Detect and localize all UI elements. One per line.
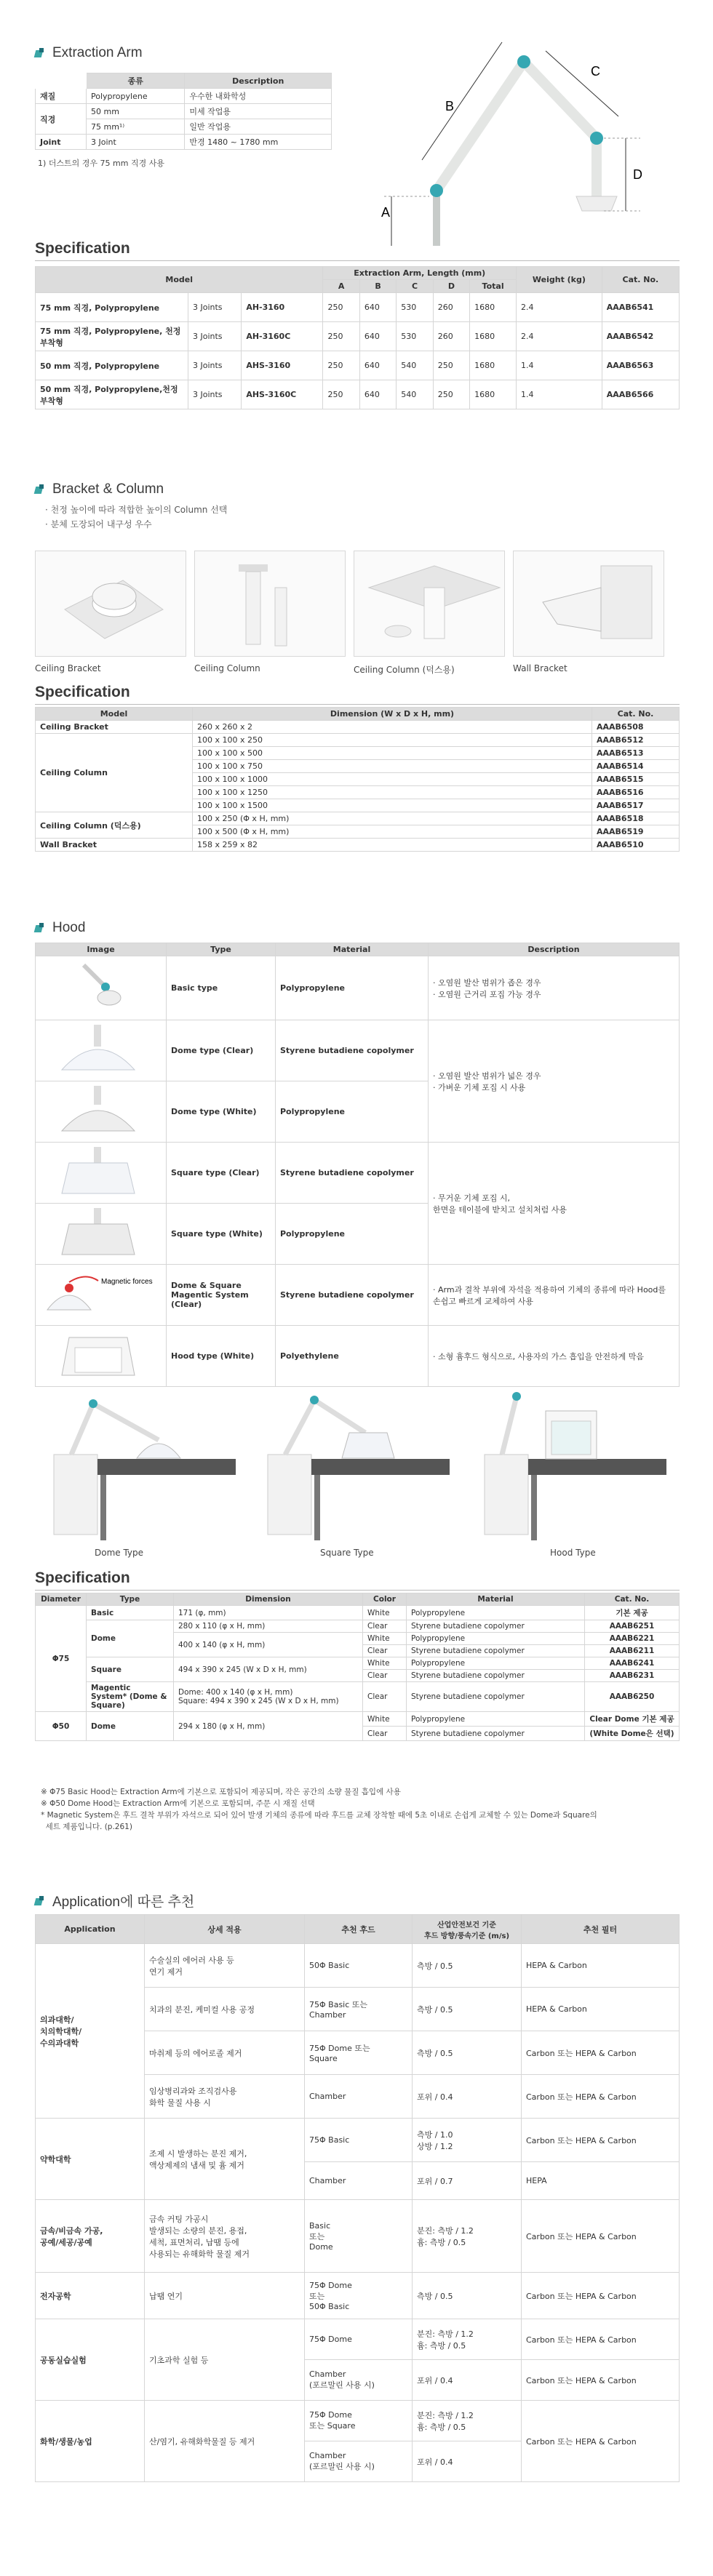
spec3-table: Diameter Type Dimension Color Material Cat. No. Φ75 Basic 171 (φ, mm) White Polypropylene 기본 제공 Dome 280 x 110 (φ x H, mm) Clear Styrene butadiene copolymer AAAB6251 400 x 140 (φ x H, mm) White Polypropylene AAAB6221 Clear Styrene butadiene copolymer AAAB6211 Square 494 x 390 x 245 (W x D x H, mm) White Polypropylene AAAB6241 Clear Styrene butadiene copolymer AAAB6231 Magentic System* (Dome & Square) Dome: 400 x 140 (φ x H, mm) Square: 494 x 390 x 245 (W x D x H, mm) Clear Styrene butadiene copolymer AAAB6250 Φ50 Dome 294 x 180 (φ x H, mm) White Polypropylene Clear Dome 기본 제공 Clear Styrene butadiene copolymer (White Dome은 선택) [35,1593,680,1741]
magnetic-system-image [36,1265,167,1326]
caption-ceiling-column-duct: Ceiling Column (덕스용) [354,665,455,675]
hood-type-photo [480,1389,668,1542]
dim-line-b [422,42,502,160]
arm-footnote: 1) 더스트의 경우 75 mm 직경 사용 [38,159,164,168]
bracket-bullet: · 분체 도장되어 내구성 우수 [45,519,152,529]
basic-hood-image [36,956,167,1020]
arm-segment-c [524,62,597,138]
dome-clear-image [36,1020,167,1081]
section-title-bracket: Bracket & Column [35,481,164,497]
magnetic-label: Magnetic forces [101,1278,153,1286]
bracket-bullet: · 천정 높이에 따라 적합한 높이의 Column 선택 [45,505,228,515]
spec1-row: 50 mm 직경, Polypropylene,천정부착형 3 Joints AHS-3160C 250 640 540 250 1680 1.4 AAAB6566 [36,380,680,409]
dim-label-c: C [591,64,600,79]
section-title-hood: Hood [35,920,85,936]
spec3-note: 세트 제품입니다. (p.261) [41,1823,132,1831]
section-icon [35,923,45,933]
caption-ceiling-bracket: Ceiling Bracket [35,663,101,673]
dome-type-photo [49,1389,237,1542]
spec1-row: 50 mm 직경, Polypropylene 3 Joints AHS-3160 250 640 540 250 1680 1.4 AAAB6563 [36,351,680,380]
section-icon [35,48,45,58]
spec1-row: 75 mm 직경, Polypropylene, 천정부착형 3 Joints AH-3160C 250 640 530 260 1680 2.4 AAAB6542 [36,322,680,351]
spec3-note: * Magnetic System은 후드 결착 부위가 자석으로 되어 있어 발생 기체의 종류에 따라 후드를 교체 장착할 때에 5초 이내로 손쉽게 교체할 수 있는 Dome과 Square의 [41,1811,597,1820]
section-icon [35,1896,45,1906]
caption-wall-bracket: Wall Bracket [513,663,567,673]
joint-3 [590,132,603,145]
caption-ceiling-column: Ceiling Column [194,663,260,673]
dim-label-d: D [633,167,642,182]
section-icon [35,484,45,495]
spec1-table: Model Extraction Arm, Length (mm) Weight (kg) Cat. No. A B C D Total 75 mm 직경, Polypropylene 3 Joints AH-3160 250 640 530 260 1680 2.4 AAAB6541 75 mm 직경, Polypropylene, 천정부착형 3 Joints AH-3160C 250 640 530 260 1680 2.4 AAAB6542 50 mm 직경, Polypropylene 3 Joints AHS-3160 250 640 540 250 1680 1.4 AAAB6563 50 mm 직경, Polypropylene,천정부착형 3 Joints AHS-3160C 250 640 540 250 1680 1.4 AAAB6566 [35,266,680,409]
spec1-title: Specification [35,240,130,257]
dim-label-a: A [381,205,391,220]
ceiling-bracket-image [35,551,186,657]
square-type-photo [263,1389,451,1542]
spec2-title: Specification [35,684,130,700]
dim-line-c [546,51,618,116]
section-title-extraction-arm: Extraction Arm [35,45,143,61]
square-white-image [36,1204,167,1265]
caption-square-type: Square Type [320,1548,374,1558]
joint-2 [517,55,530,68]
application-table: Application 상세 적용 추천 후드 산업안전보건 기준 후드 방향/풍속기준 (m/s) 추천 필터 의과대학/ 치의학대학/ 수의과대학 수술실의 에어러 사용 등 연기 제거 50Φ Basic 측방 / 0.5 HEPA & Carbon 치과의 분진, 케미컬 사용 공정 75Φ Basic 또는 Chamber 측방 / 0.5 HEPA & Carbon 마취제 등의 에어로졸 제거 75Φ Dome 또는 Square 측방 / 0.5 Carbon 또는 HEPA & Carbon 임상병리과와 조직검사용 화학 물질 사용 시 Chamber 포위 / 0.4 Carbon 또는 HEPA & Carbon 약학대학 조제 시 발생하는 분진 제거, 액상제제의 냄새 및 흄 제거 75Φ Basic 측방 / 1.0 상방 / 1.2 Carbon 또는 HEPA & Carbon Chamber 포위 / 0.7 HEPA 금속/비금속 가공, 공예/세공/공예 금속 커팅 가공시 발생되는 소량의 분진, 용접, 세척, 표면처리, 납땜 등에 사용되는 유해화학 물질 제거 Basic 또는 Dome 분진: 측방 / 1.2 흄: 측방 / 0.5 Carbon 또는 HEPA & Carbon 전자공학 납땜 연기 75Φ Dome 또는 50Φ Basic 측방 / 0.5 Carbon 또는 HEPA & Carbon 공동실습실험 기초과학 실험 등 75Φ Dome 분진: 측방 / 1.2 흄: 측방 / 0.5 Carbon 또는 HEPA & Carbon Chamber (포르말린 사용 시) 포위 / 0.4 Carbon 또는 HEPA & Carbon 화학/생물/농업 산/염기, 유해화학물질 등 제거 75Φ Dome 또는 Square 분진: 측방 / 1.2 흄: 측방 / 0.5 Carbon 또는 HEPA & Carbon Chamber (포르말린 사용 시) 포위 / 0.4 [35,1914,680,2482]
extraction-arm-diagram [378,29,684,247]
section-title-application: Application에 따른 추천 [35,1891,194,1911]
hood-shape [576,196,617,211]
dim-label-b: B [445,99,455,113]
arm-table: 종류 Description 재질 Polypropylene 우수한 내화학성 직경 50 mm 미세 작업용 75 mm¹⁾ 일반 작업용 Joint 3 Joint 반경 1480 ~ 1780 mm [35,73,332,150]
square-clear-image [36,1143,167,1204]
spec1-row: 75 mm 직경, Polypropylene 3 Joints AH-3160 250 640 530 260 1680 2.4 AAAB6541 [36,293,680,322]
spec3-note: ※ Φ50 Dome Hood는 Extraction Arm에 기본으로 포함되며, 주문 시 재질 선택 [41,1799,315,1808]
ceiling-column-duct-image [354,551,505,657]
wall-bracket-image [513,551,664,657]
dome-white-image [36,1081,167,1143]
hood-type-image [36,1326,167,1387]
hood-table: Image Type Material Description Basic type Polypropylene · 오염원 발산 범위가 좁은 경우 · 오염원 근거리 포집 가능 경우 Dome type (Clear) Styrene butadiene copolymer · 오염원 발산 범위가 넓은 경우 · 가벼운 기체 포집 시 사용 Dome type (White) Polypropylene Square type (Clear) Styrene butadiene copolymer · 무거운 기체 포집 시, 한면을 테이블에 받치고 설치처럼 사용 Square type (White) Polypropylene Magnetic forces Dome & Square Magentic System (Clear) Styrene butadiene copolymer · Arm과 결착 부위에 자석을 적용하여 기체의 종류에 따라 Hood를 손쉽고 빠르게 교체하여 사용 Hood type (White) Polyethylene · 소형 흄후드 형식으로, 사용자의 가스 흡입을 안전하게 막음 [35,943,680,1387]
spec3-title: Specification [35,1569,130,1586]
spec2-table: Model Dimension (W x D x H, mm) Cat. No. Ceiling Bracket 260 x 260 x 2 AAAB6508 Ceiling Column 100 x 100 x 250 AAAB6512 100 x 100 x 500 AAAB6513 100 x 100 x 750 AAAB6514 100 x 100 x 1000 AAAB6515 100 x 100 x 1250 AAAB6516 100 x 100 x 1500 AAAB6517 Ceiling Column (덕스용) 100 x 250 (Φ x H, mm) AAAB6518 100 x 500 (Φ x H, mm) AAAB6519 Wall Bracket 158 x 259 x 82 AAAB6510 [35,707,680,852]
caption-hood-type: Hood Type [550,1548,596,1558]
spec3-note: ※ Φ75 Basic Hood는 Extraction Arm에 기본으로 포함되어 제공되며, 작은 공간의 소량 물질 흡입에 사용 [41,1788,401,1796]
joint-1 [430,184,443,197]
arm-header-type: 종류 [87,73,185,89]
arm-header-desc: Description [185,73,332,89]
ceiling-column-image [194,551,346,657]
arm-segment-b [437,62,524,191]
caption-dome-type: Dome Type [95,1548,144,1558]
